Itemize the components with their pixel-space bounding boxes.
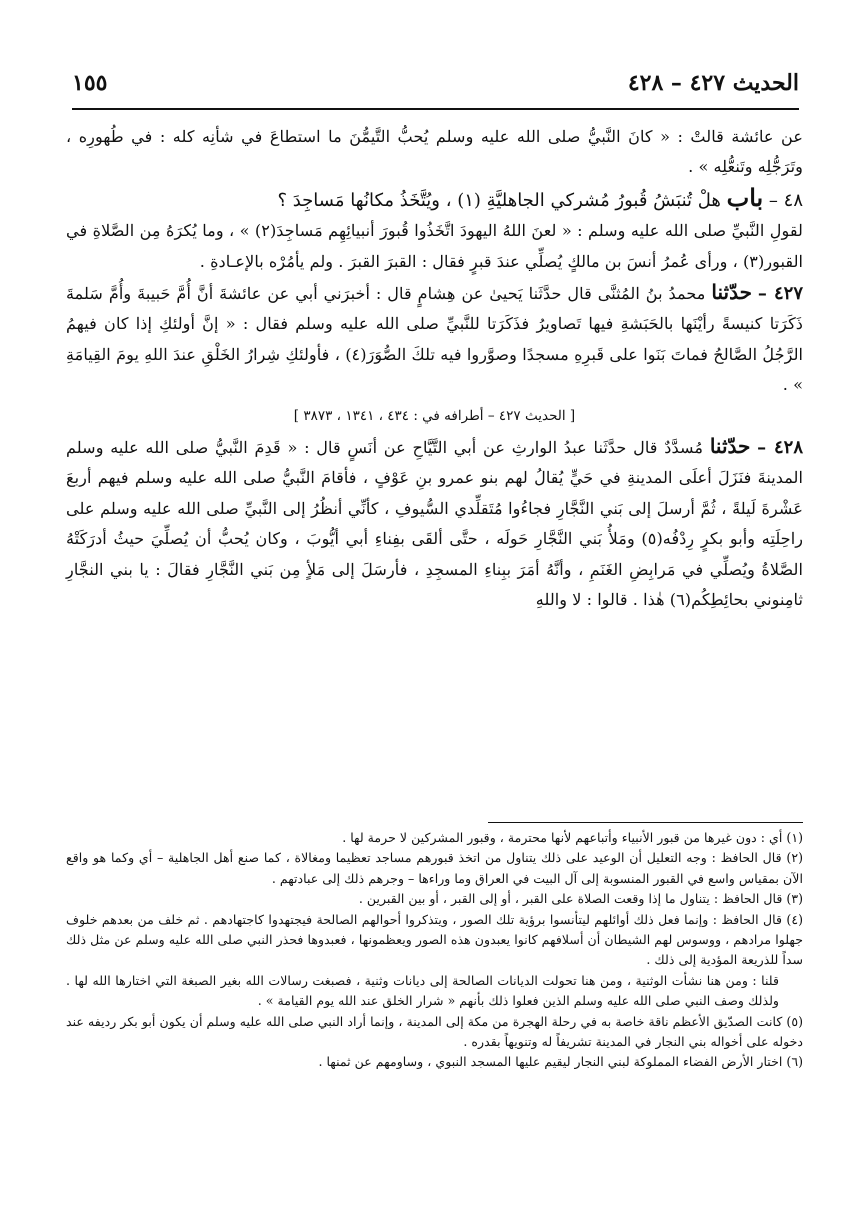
hadith-428-haddathana: حدّثنا <box>709 434 751 459</box>
chapter-title: هلْ تُنبَشُ قُبورُ مُشركي الجاهليَّةِ (١) ، ويُتَّخَذُ مكانُها مَساجِدَ ؟ <box>277 189 721 211</box>
chapter-heading <box>66 183 803 216</box>
page-header <box>72 62 799 114</box>
footnote-5: (٥) كانت الصدّيق الأعظم ناقة خاصة به في رحلة الهجرة من مكة إلى المدينة ، وإنما أراد النبي صلى الله عليه وسلم أن يكون أبو بكر رديفه عند دخوله على أخواله بني النجار في المدينة تشريفاً له وتنويهاً بقدره . <box>66 1013 803 1050</box>
footnote-6: (٦) اختار الأرض الفضاء المملوكة لبني النجار ليقيم عليها المسجد النبوي ، وساومهم عن ثمنها . <box>318 1054 803 1070</box>
hadith-428-text: مُسدَّدٌ قال حدَّثَنا عبدُ الوارثِ عن أبي التَّيَّاحِ عن أنَسٍ قال : « قَدِمَ النَّبيُّ صلى الله عليه وسلم المدينةَ فنَزَلَ أعلَى المدينةِ في حَيٍّ يُقالُ لهم بنو عمرو بنِ عَوْفٍ ، فأقامَ النَّبيُّ صلى الله عليه وسلم فيهم أربعَ عَشْرةَ لَيلةً ، ثُمَّ أرسلَ إلى بَني النَّجَّارِ فجاءُوا مُتَقلِّدي السُّيوفِ ، كأنِّي أنظُرُ إلى النَّبيِّ صلى الله عليه وسلم على راحِلَتِه وأبو بكرٍ رِدْفُه(٥) ومَلأُ بَني النَّجَّارِ حَولَه ، حتَّى ألقَى بفِناءِ أبي أيُّوبَ ، وكان يُحبُّ أن يُصلِّيَ حيثُ أدرَكَتْهُ الصَّلاةُ ويُصلِّي في مَرابِضِ الغَنَمِ ، وأنَّهُ أمَرَ ببِناءِ المسجِدِ ، فأرسَلَ إلى مَلأٍ مِن بَني النَّجَّارِ فقالَ : يا بني النجَّارِ ثامِنوني بحائِطِكُم(٦) هٰذا . قالوا : لا واللهِ <box>66 438 804 610</box>
footnote-1: (١) أي : دون غيرها من قبور الأنبياء وأتباعهم لأنها محترمة ، وقبور المشركين لا حرمة لها . <box>342 830 803 845</box>
hadith-428 <box>66 431 803 615</box>
footnote-separator <box>488 822 803 823</box>
page-number: ١٥٥ <box>72 70 108 96</box>
hadith-427-text: محمدُ بنُ المُثنَّى قال حدَّثَنا يَحيىٰ عن هِشامٍ قال : أخبرَني أبي عن عائشةَ أنَّ أُمَّ حَبيبةَ وأُمَّ سَلمةَ ذَكَرَتا كنيسةً رأيْنَها بالحَبَشةِ فيها تَصاويرُ فذَكَرَتا للنَّبيِّ صلى الله عليه وسلم فقال : « إنَّ أولئكِ إذا كان فيهمُ الرَّجُلُ الصَّالحُ فماتَ بَنَوا على قَبرِهِ مسجدًا وصوَّروا فيه تلكَ الصُّوَرَ(٤) ، فأولئكِ شِرارُ الخَلْقِ عندَ اللهِ يومَ القِيامَةِ » . <box>66 284 803 395</box>
hadith-427-number: ٤٢٧ – <box>757 283 803 305</box>
chapter-number: ٤٨ – <box>768 189 803 211</box>
footnote-3: (٣) قال الحافظ : يتناول ما إذا وقعت الصلاة على القبر ، أو إلى القبر ، أو بين القبرين . <box>358 891 803 907</box>
running-head: الحديث ٤٢٧ – ٤٢٨ <box>627 70 799 96</box>
main-text <box>66 122 803 616</box>
hadith-427-atraf: [ الحديث ٤٢٧ – أطرافه في : ٤٣٤ ، ١٣٤١ ، ٣٨٧٣ ] <box>293 407 576 424</box>
header-rule <box>72 108 799 110</box>
footnote-4: (٤) قال الحافظ : وإنما فعل ذلك أوائلهم ليتأنسوا برؤية تلك الصور ، ويتذكروا أحوالهم الصالحة فيجتهدوا كاجتهادهم . ثم خلف من بعدهم خلوف جهلوا مرادهم ، ووسوس لهم الشيطان أن أسلافهم كانوا يعبدون هذه الصور ويعظمونها ، فعبدوها فحذر النبي صلى الله عليه وسلم عن مثل ذلك سداً للذريعة المؤدية إلى ذلك . <box>66 911 804 968</box>
chapter-label: باب <box>726 182 764 212</box>
chapter-text: لقولِ النَّبيِّ صلى الله عليه وسلم : « لعنَ اللهُ اليهودَ اتَّخَذُوا قُبورَ أنبيائِهِم مَساجِدَ(٢) » ، وما يُكرَهُ مِن الصَّلاةِ في القبور(٣) ، ورأى عُمرُ أنسَ بن مالكٍ يُصلِّي عندَ قبرٍ فقال : القبرَ القبرَ . ولم يأمُرْه بالإعـادةِ . <box>66 221 803 271</box>
hadith-427-haddathana: حدّثنا <box>711 280 752 305</box>
footnote-2: (٢) قال الحافظ : وجه التعليل أن الوعيد على ذلك يتناول من اتخذ قبورهم مساجد تعظيما ومغالاة ، كما صنع أهل الجاهلية – أي وكما هو واقع الآن بمقياس واسع في القبور المنسوبة إلى آل البيت في العراق وما وراءها – وجرهم ذلك إلى عبادتهم . <box>66 850 803 886</box>
hadith-427 <box>66 277 803 401</box>
hadith-428-number: ٤٢٨ – <box>757 437 803 459</box>
intro-paragraph: عن عائشة قالتْ : « كانَ النَّبيُّ صلى الله عليه وسلم يُحبُّ التَّيمُّنَ ما استطاعَ في شأنِه كله : في طُهورِه ، وتَرَجُّلِه وتَنعُّلِه » . <box>66 127 803 177</box>
footnote-4-comment: قلنا : ومن هنا نشأت الوثنية ، ومن هنا تحولت الديانات الصالحة إلى ديانات وثنية ، فصبغت رسالات الله بغير الصبغة التي اختارها الله لها . ولذلك وصف النبي صلى الله عليه وسلم الذين فعلوا ذلك بأنهم « شرار الخلق عند الله يوم القيامة » . <box>66 972 779 1009</box>
footnotes <box>66 828 803 1073</box>
